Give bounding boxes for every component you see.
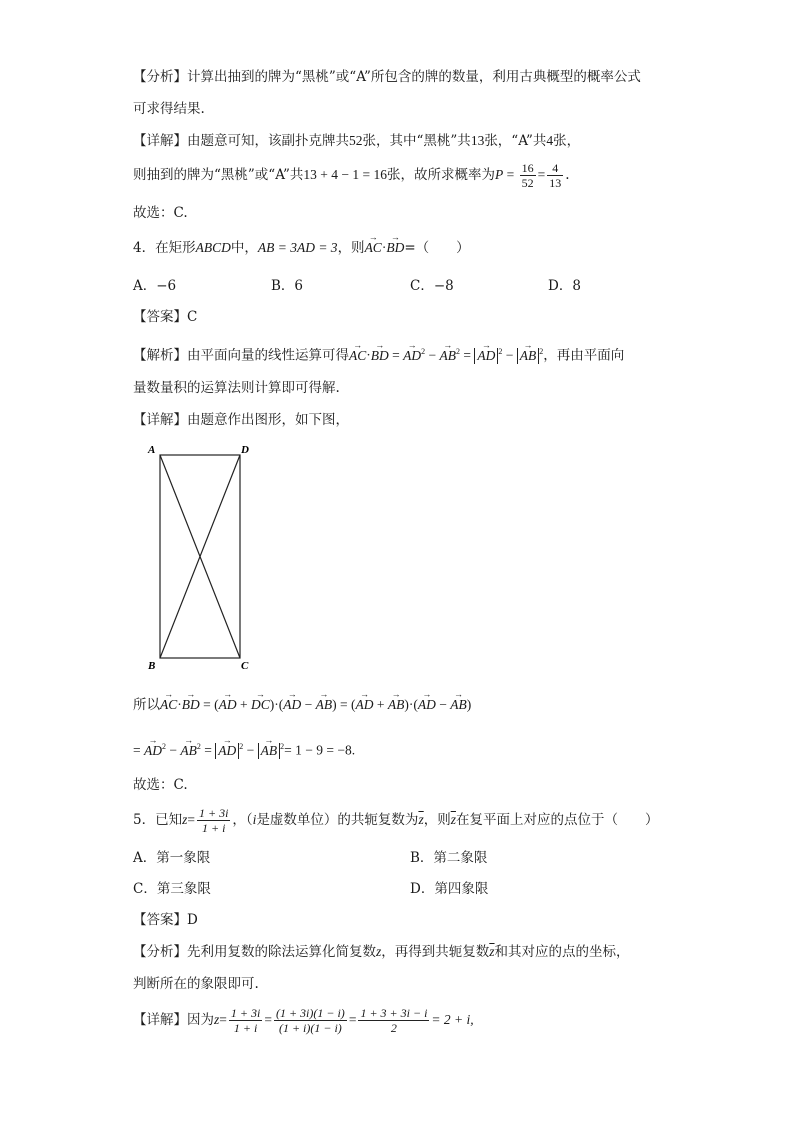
denominator: (1 + i)(1 − i) — [278, 1021, 342, 1035]
math-var: z — [182, 812, 188, 827]
fraction — [520, 161, 536, 190]
answer-tag: 答案 — [146, 309, 174, 325]
fraction — [547, 161, 563, 190]
fraction — [274, 1006, 347, 1035]
detail-text: 则抽到的牌为“黑桃”或“A”共 — [133, 167, 304, 183]
analysis-paragraph — [133, 67, 641, 87]
detail-text: 因为 — [187, 1012, 214, 1028]
q5-option-a: A．第一象限 — [133, 850, 211, 866]
period: . — [565, 167, 570, 183]
detail-text: 张，其中“黑桃”共 — [362, 133, 471, 149]
detail-text: 张，故所求概率为 — [386, 167, 495, 183]
detail-text: 张， — [553, 133, 581, 149]
answer-value: D — [187, 912, 198, 928]
question-text: ，（ — [232, 812, 253, 828]
question-text: =（ ） — [404, 240, 470, 256]
jiexi-line: 【解析】由平面向量的线性运算可得→ AC·→ BD = → $AD^2$ − → $AB^2$ = → AD $^2$ − → AB $^2$，再由平面向 — [133, 342, 624, 366]
q4-detail-line: 【详解】由题意作出图形，如下图， — [133, 412, 349, 428]
detail-paragraph — [133, 131, 580, 151]
denominator: 52 — [521, 176, 534, 190]
denominator: 1 + i — [233, 1021, 258, 1035]
z-conjugate: $\overline{z}$ — [418, 812, 424, 827]
q5-analysis-line: 【分析】先利用复数的除法运算化简复数z，再得到共轭复数$\overline{z}$和其对应的点的坐标， — [133, 944, 630, 960]
denominator: 1 + i — [201, 821, 226, 835]
numerator: 1 + 3i — [198, 806, 229, 820]
vector-bd: → BD — [386, 238, 404, 258]
label-b: B — [148, 660, 156, 672]
probability-line: 则抽到的牌为“黑桃”或“A”共13 + 4 − 1 = 16张，故所求概率为P = $\frac{16}{52}$ = $\frac{4}{13}$ . — [133, 161, 570, 190]
detail-tag: 【详解】 — [133, 133, 187, 149]
label-d: D — [241, 444, 249, 456]
z-conjugate: $\overline{z}$ — [489, 944, 495, 959]
question-text: 4．在矩形 — [133, 240, 196, 256]
q5-option-b: B．第二象限 — [410, 850, 488, 866]
label-c: C — [241, 660, 249, 672]
analysis-text: 和其对应的点的坐标， — [494, 944, 630, 960]
result: = 1 − 9 = −8. — [284, 742, 356, 758]
detail-text: 由题意作出图形，如下图， — [187, 412, 349, 428]
q5-option-c: C．第三象限 — [133, 881, 211, 897]
label-a: A — [148, 444, 156, 456]
jiexi-tag: 解析 — [146, 347, 174, 364]
math-var: i — [252, 812, 257, 827]
choose-line-2: 故选：C. — [133, 777, 188, 793]
jiexi-text-cont: 量数量积的运算法则计算即可得解. — [133, 380, 340, 396]
numerator: 1 + 3i — [230, 1006, 261, 1020]
number: 52 — [349, 133, 363, 148]
jiexi-text: ，再由平面向 — [543, 347, 625, 364]
analysis-text: 先利用复数的除法运算化简复数 — [187, 944, 376, 960]
analysis-tag: 【分析】 — [133, 69, 187, 85]
result: = 2 + i, — [431, 1012, 474, 1027]
math-var: ABCD — [195, 240, 231, 255]
q5-option-d: D．第四象限 — [410, 881, 489, 897]
vector-ac: → AC — [365, 238, 382, 258]
analysis-text: ，再得到共轭复数 — [381, 944, 490, 960]
detail-text: 由题意可知，该副扑克牌共 — [187, 133, 349, 149]
question-5: 5．已知z= $\frac{1 + 3i}{1 + i}$ ，（i是虚数单位）的共轭复数为$\overline{z}$，则$\overline{z}$在复平面上对应的点位于（ ） — [133, 806, 659, 835]
fraction — [229, 1006, 262, 1035]
suoyi-text: 所以 — [133, 697, 160, 713]
math-var: P — [494, 167, 504, 182]
rectangle-figure — [145, 440, 260, 672]
choose-line: 故选：C. — [133, 205, 188, 221]
denominator: 2 — [390, 1021, 397, 1035]
analysis-text-cont: 可求得结果. — [133, 101, 205, 117]
numerator: (1 + 3i)(1 − i) — [275, 1006, 345, 1020]
condition: AB = 3AD = 3 — [257, 240, 338, 255]
option-b: B．6 — [271, 278, 304, 294]
math-var: z — [376, 944, 382, 959]
detail-text: 张，“A”共 — [484, 133, 547, 149]
question-4: 4．在矩形ABCD中，AB = 3AD = 3，则→ AC·→ BD=（ ） — [133, 238, 470, 258]
q5-detail-line: 【详解】因为z= $\frac{1 + 3i}{1 + i}$ = $\frac{(1 + 3i)(1 - i)}{(1 + i)(1 - i)}$ = $\frac{1 + 3 + 3i - i}{2}$ = 2 + i, — [133, 1006, 474, 1035]
numerator: 16 — [521, 161, 534, 175]
q5-answer-line: 【答案】D — [133, 912, 198, 928]
fraction — [358, 1006, 429, 1035]
question-text: 5．已知 — [133, 812, 183, 828]
question-text: 中， — [230, 240, 258, 256]
numerator: 4 — [547, 161, 563, 176]
option-c: C．−8 — [410, 278, 454, 294]
number: 13 — [470, 133, 485, 148]
number: 4 — [546, 133, 554, 148]
denominator: 13 — [549, 176, 562, 190]
answer-value: C — [187, 309, 198, 325]
analysis-text: 计算出抽到的牌为“黑桃”或“A”所包含的牌的数量，利用古典概型的概率公式 — [187, 69, 641, 85]
option-a: A．−6 — [133, 278, 177, 294]
option-d: D．8 — [548, 278, 581, 294]
count-expression: 13 + 4 − 1 = 16 — [303, 167, 387, 182]
detail-tag: 详解 — [146, 1012, 174, 1028]
answer-tag: 答案 — [146, 912, 174, 928]
detail-tag: 详解 — [146, 412, 174, 428]
analysis-tag: 分析 — [146, 944, 174, 960]
question-text: ，则 — [423, 812, 451, 828]
question-text: 是虚数单位）的共轭复数为 — [256, 812, 419, 828]
z-conjugate: $\overline{z}$ — [450, 812, 456, 827]
math-var: z — [214, 1012, 220, 1027]
suoyi-line: 所以→ AC·→ BD = (→ AD + → DC)·(→ AD − → AB) = (→ AD + → AB)·(→ AD − → AB) — [133, 695, 471, 715]
question-text: 在复平面上对应的点位于（ ） — [455, 812, 659, 828]
fraction — [197, 806, 230, 835]
jiexi-text: 由平面向量的线性运算可得 — [187, 347, 349, 364]
numerator: 1 + 3 + 3i − i — [360, 1006, 428, 1020]
q5-analysis-cont: 判断所在的象限即可. — [133, 976, 259, 992]
answer-line: 【答案】C — [133, 309, 198, 325]
suoyi-line-2: = → $AD^2$ − → $AB^2$ = → AD $^2$ − → AB $^2$= 1 − 9 = −8. — [133, 737, 355, 761]
question-text: ，则 — [337, 240, 365, 256]
